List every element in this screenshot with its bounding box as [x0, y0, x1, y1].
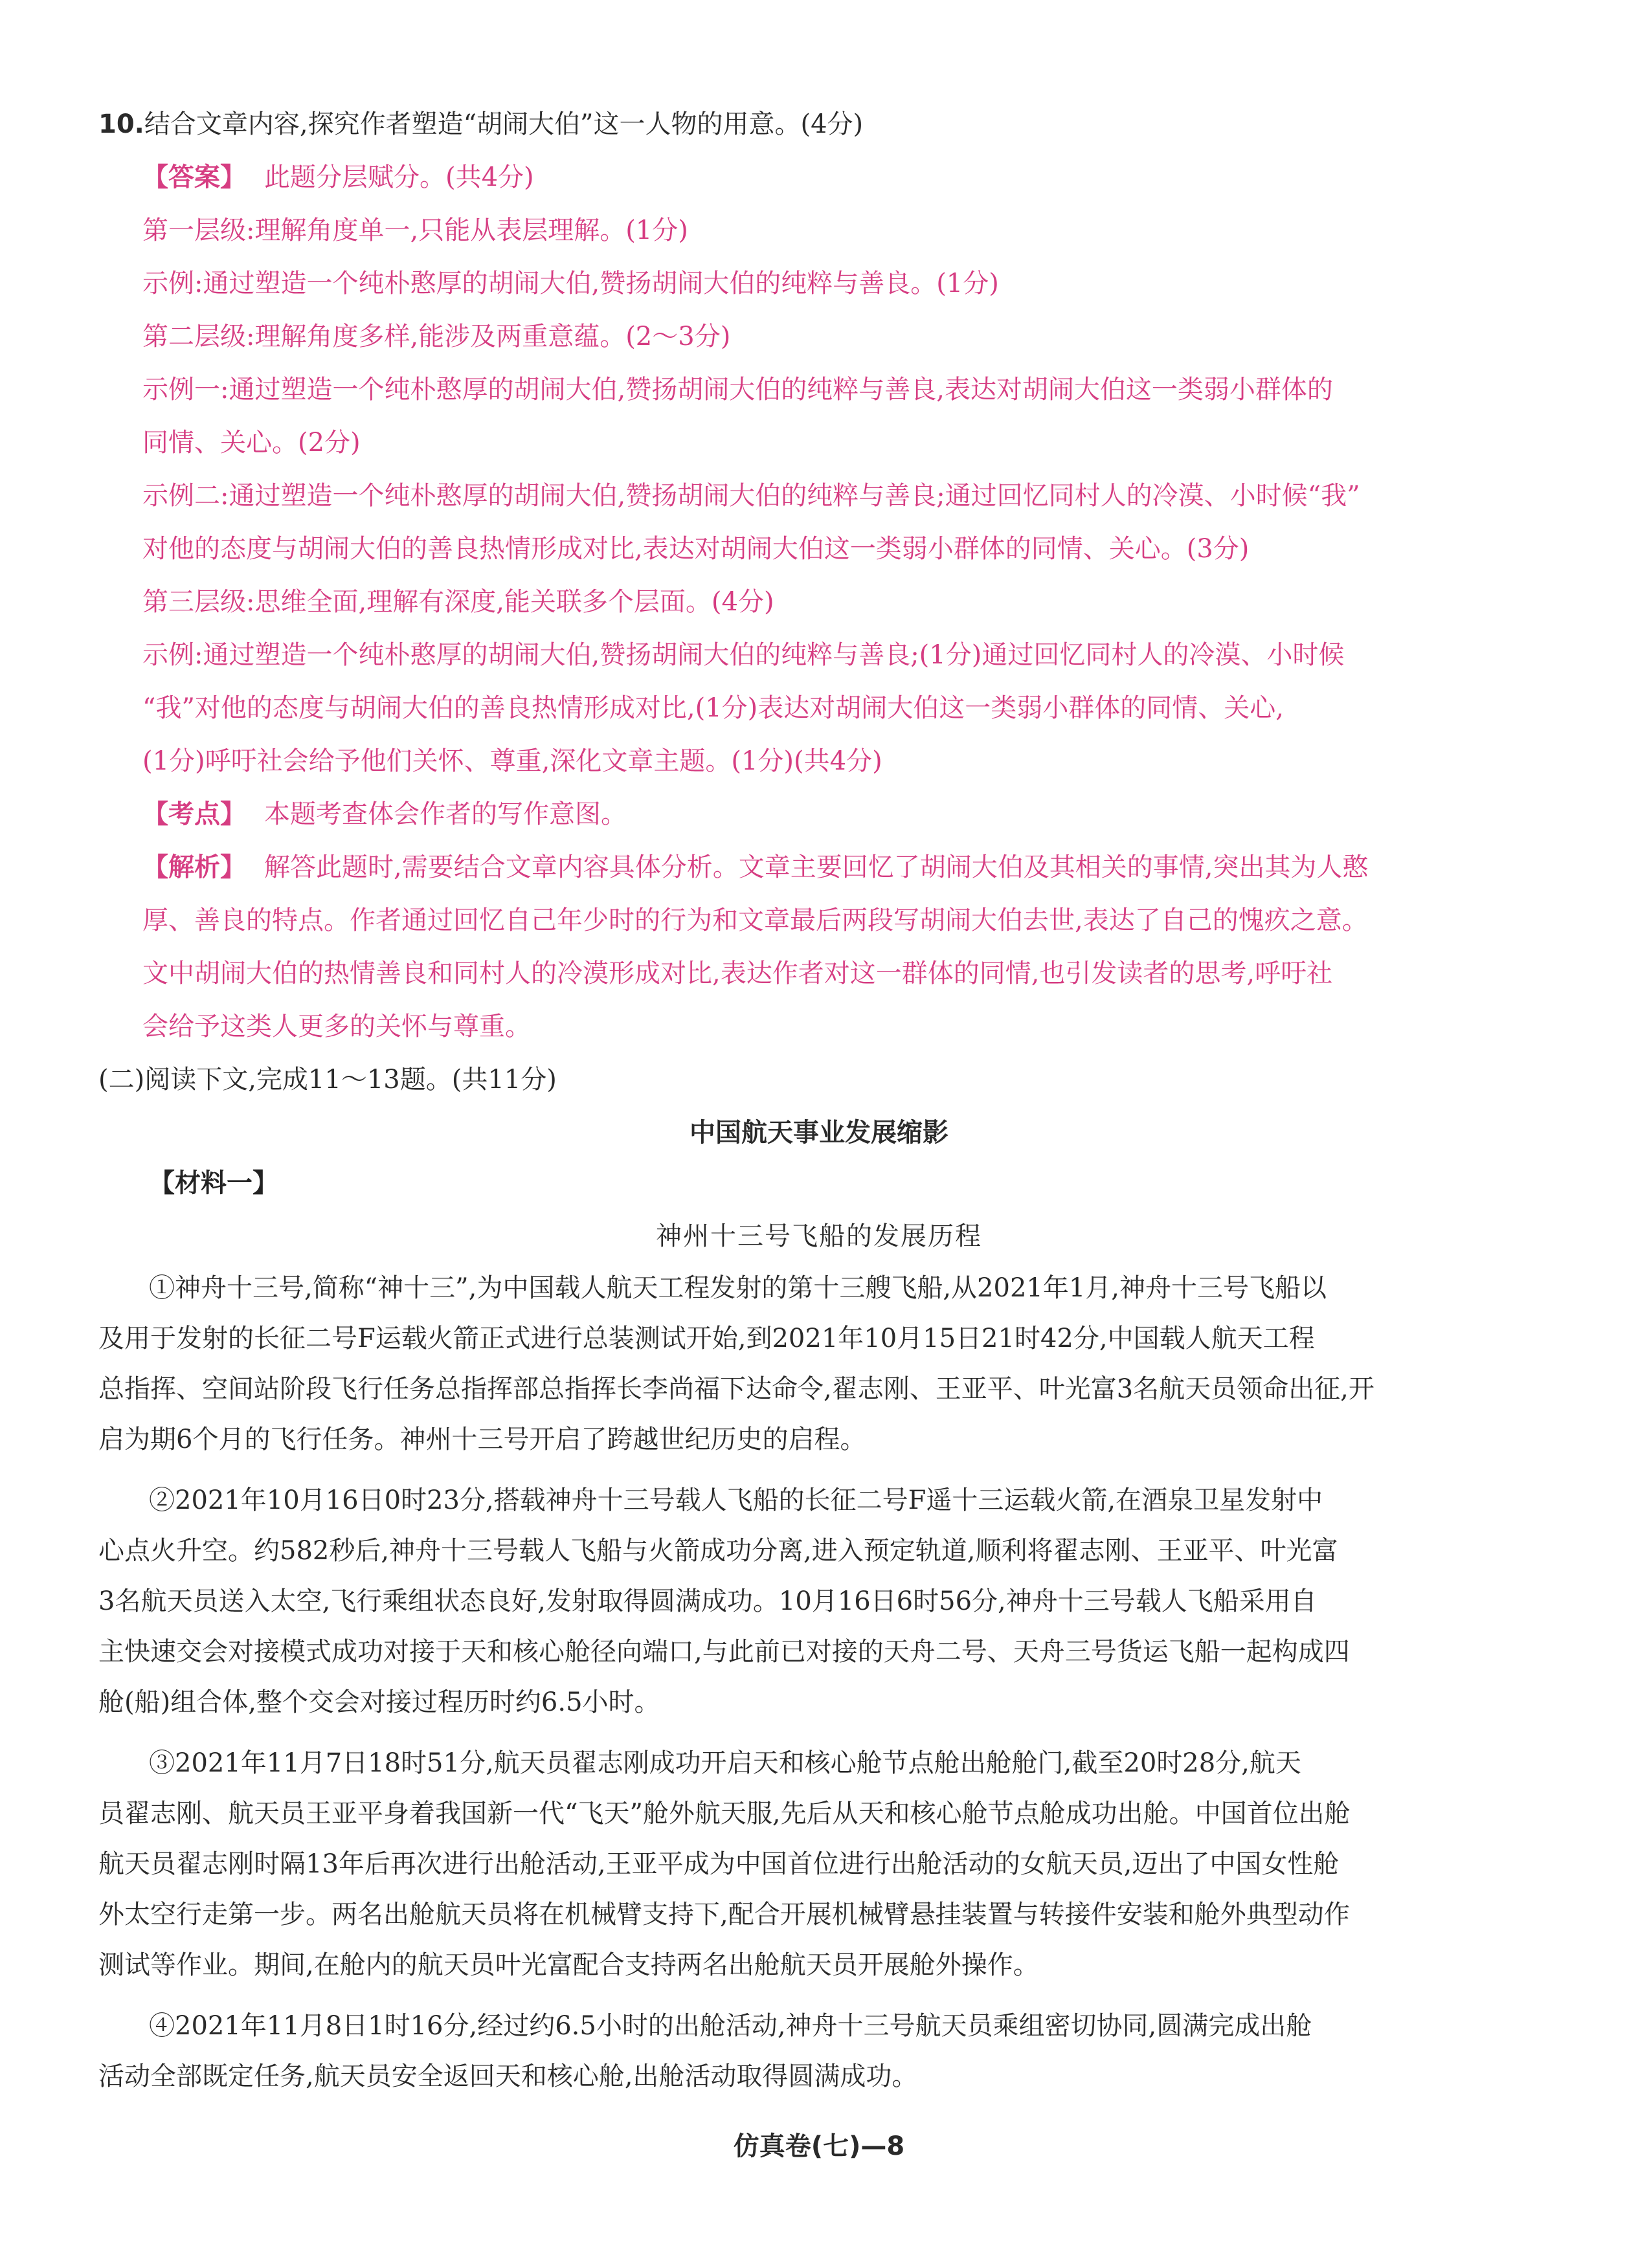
kaodian-tag: 【考点】: [142, 799, 246, 829]
material-tag: 【材料一】: [149, 1168, 278, 1198]
paragraph-line: ①神舟十三号,简称“神十三”,为中国载人航天工程发射的第十三艘飞船,从2021年1月,神舟十三号飞船以: [149, 1273, 1327, 1303]
question-prompt: 结合文章内容,探究作者塑造“胡闹大伯”这一人物的用意。(4分): [144, 109, 864, 139]
section-intro: (二)阅读下文,完成11～13题。(共11分): [98, 1065, 557, 1095]
page-footer: 仿真卷(七)—8: [733, 2131, 905, 2161]
answer-line: (1分)呼吁社会给予他们关怀、尊重,深化文章主题。(1分)(共4分): [142, 746, 882, 776]
answer-header: [142, 159, 534, 195]
paragraph-line: 航天员翟志刚时隔13年后再次进行出舱活动,王亚平成为中国首位进行出舱活动的女航天员,迈出了中国女性舱: [98, 1849, 1340, 1879]
paragraph-line: 总指挥、空间站阶段飞行任务总指挥部总指挥长李尚福下达命令,翟志刚、王亚平、叶光富3名航天员领命出征,开: [98, 1374, 1374, 1404]
answer-line: 第三层级:思维全面,理解有深度,能关联多个层面。(4分): [142, 587, 774, 617]
question-number: 10.: [98, 109, 144, 139]
answer-line: 对他的态度与胡闹大伯的善良热情形成对比,表达对胡闹大伯这一类弱小群体的同情、关心。(3分): [142, 534, 1250, 564]
jiexi-row: [142, 849, 1368, 885]
paragraph-line: 员翟志刚、航天员王亚平身着我国新一代“飞天”舱外航天服,先后从天和核心舱节点舱成功出舱。中国首位出舱: [98, 1799, 1351, 1829]
jiexi-line: 文中胡闹大伯的热情善良和同村人的冷漠形成对比,表达作者对这一群体的同情,也引发读者的思考,呼吁社: [142, 959, 1333, 988]
jiexi-line: 会给予这类人更多的关怀与尊重。: [142, 1012, 531, 1041]
jiexi-tag: 【解析】: [142, 852, 246, 882]
paragraph-line: 心点火升空。约582秒后,神舟十三号载人飞船与火箭成功分离,进入预定轨道,顺利将翟志刚、王亚平、叶光富: [98, 1536, 1338, 1566]
answer-line: 第二层级:理解角度多样,能涉及两重意蕴。(2～3分): [142, 322, 731, 351]
material-subtitle: 神州十三号飞船的发展历程: [656, 1221, 982, 1251]
paragraph-line: 外太空行走第一步。两名出舱航天员将在机械臂支持下,配合开展机械臂悬挂装置与转接件安装和舱外典型动作: [98, 1900, 1350, 1929]
paragraph-line: 主快速交会对接模式成功对接于天和核心舱径向端口,与此前已对接的天舟二号、天舟三号货运飞船一起构成四: [98, 1637, 1350, 1667]
jiexi-line: 解答此题时,需要结合文章内容具体分析。文章主要回忆了胡闹大伯及其相关的事情,突出其为人憨: [264, 852, 1369, 882]
paragraph-line: ④2021年11月8日1时16分,经过约6.5小时的出舱活动,神舟十三号航天员乘组密切协同,圆满完成出舱: [149, 2011, 1312, 2041]
paragraph-line: ③2021年11月7日18时51分,航天员翟志刚成功开启天和核心舱节点舱出舱舱门,截至20时28分,航天: [149, 1748, 1301, 1778]
paragraph-line: ②2021年10月16日0时23分,搭载神舟十三号载人飞船的长征二号F遥十三运载火箭,在酒泉卫星发射中: [149, 1485, 1323, 1515]
paragraph-line: 3名航天员送入太空,飞行乘组状态良好,发射取得圆满成功。10月16日6时56分,神舟十三号载人飞船采用自: [98, 1586, 1317, 1616]
paragraph-line: 测试等作业。期间,在舱内的航天员叶光富配合支持两名出舱航天员开展舱外操作。: [98, 1950, 1039, 1980]
answer-line: “我”对他的态度与胡闹大伯的善良热情形成对比,(1分)表达对胡闹大伯这一类弱小群体的同情、关心,: [142, 693, 1284, 723]
answer-line: 示例一:通过塑造一个纯朴憨厚的胡闹大伯,赞扬胡闹大伯的纯粹与善良,表达对胡闹大伯这一类弱小群体的: [142, 375, 1333, 405]
answer-line: 第一层级:理解角度单一,只能从表层理解。(1分): [142, 216, 688, 245]
kaodian-row: [142, 796, 627, 832]
answer-intro: 此题分层赋分。(共4分): [264, 162, 534, 192]
answer-tag: 【答案】: [142, 162, 246, 192]
article-title: 中国航天事业发展缩影: [690, 1118, 948, 1148]
paragraph-line: 及用于发射的长征二号F运载火箭正式进行总装测试开始,到2021年10月15日21时42分,中国载人航天工程: [98, 1324, 1315, 1353]
kaodian-text: 本题考查体会作者的写作意图。: [264, 799, 627, 829]
answer-line: 示例二:通过塑造一个纯朴憨厚的胡闹大伯,赞扬胡闹大伯的纯粹与善良;通过回忆同村人的冷漠、小时候“我”: [142, 481, 1360, 511]
question-10: [98, 106, 863, 142]
answer-line: 示例:通过塑造一个纯朴憨厚的胡闹大伯,赞扬胡闹大伯的纯粹与善良。(1分): [142, 269, 999, 298]
answer-line: 同情、关心。(2分): [142, 428, 361, 458]
jiexi-line: 厚、善良的特点。作者通过回忆自己年少时的行为和文章最后两段写胡闹大伯去世,表达了自己的愧疚之意。: [142, 906, 1368, 935]
paragraph-line: 舱(船)组合体,整个交会对接过程历时约6.5小时。: [98, 1687, 660, 1717]
paragraph-line: 活动全部既定任务,航天员安全返回天和核心舱,出舱活动取得圆满成功。: [98, 2062, 918, 2091]
paragraph-line: 启为期6个月的飞行任务。神州十三号开启了跨越世纪历史的启程。: [98, 1425, 866, 1454]
answer-line: 示例:通过塑造一个纯朴憨厚的胡闹大伯,赞扬胡闹大伯的纯粹与善良;(1分)通过回忆同村人的冷漠、小时候: [142, 640, 1345, 670]
